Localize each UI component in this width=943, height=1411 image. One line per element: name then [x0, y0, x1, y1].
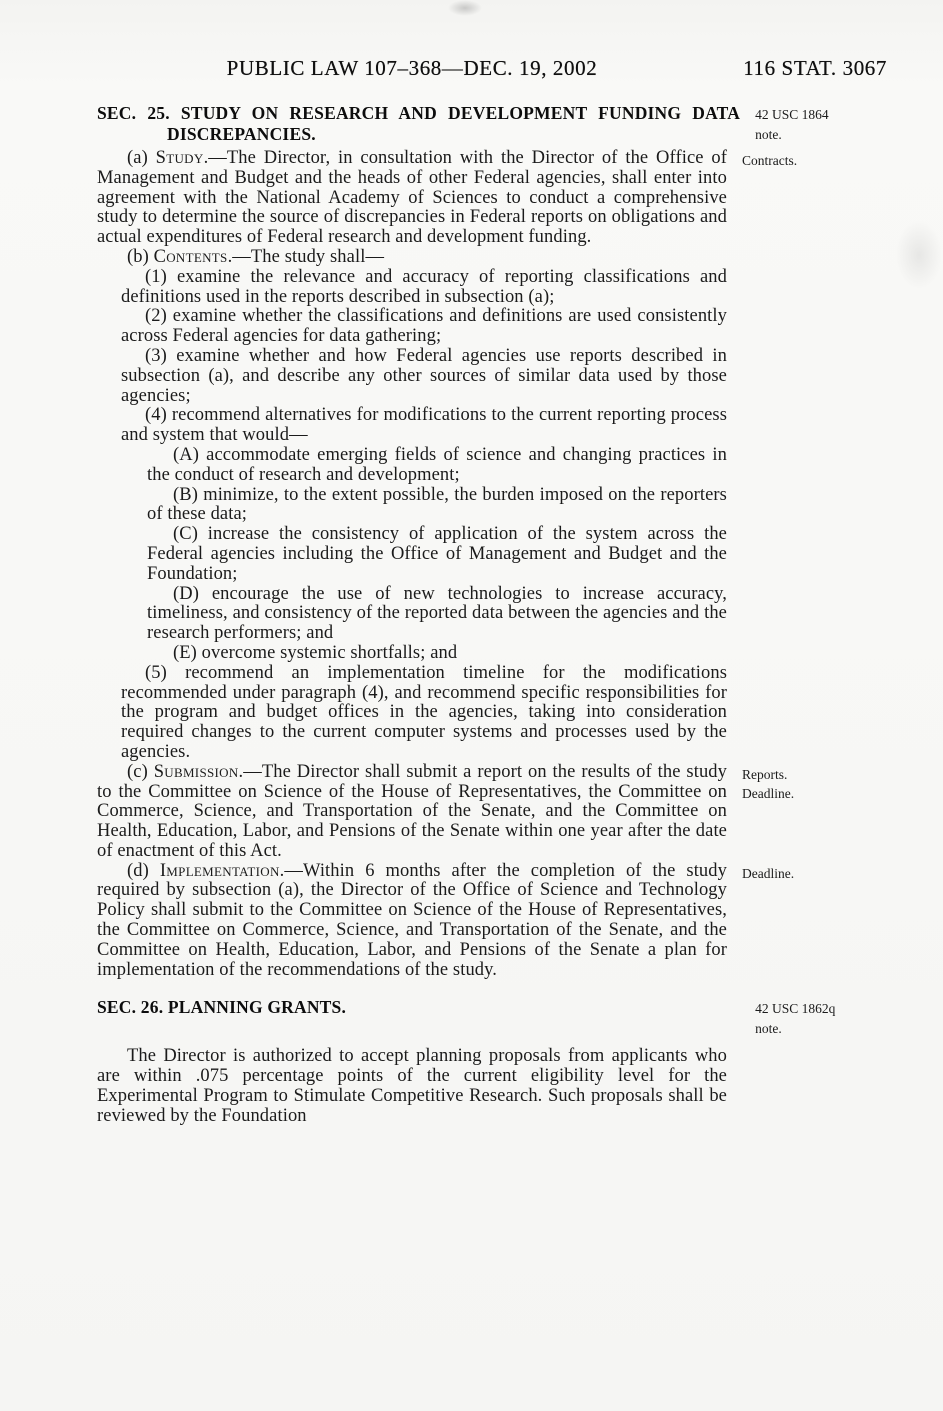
margin-note-empty [727, 248, 887, 250]
paragraph-text: (B) minimize, to the extent possible, the burden imposed on the reporters of these data; [147, 484, 727, 525]
paragraph-text: (b) [127, 246, 154, 267]
paragraph-text: (5) recommend an implementation timeline for the modifications recommended under paragraph (4), and recommend specific responsibilities for the program and budget offices in the agencies, taking into consideration required changes to the current computer systems and processes used by the agencies. [121, 662, 727, 762]
margin-note-empty [727, 347, 887, 349]
stat-page-number: 116 STAT. 3067 [743, 56, 887, 80]
margin-note-deadline [727, 862, 887, 884]
statute-block [97, 486, 887, 526]
margin-note-line: note. [755, 126, 782, 142]
subparagraph-E [147, 644, 727, 664]
margin-note-line: Deadline. [742, 865, 795, 881]
margin-note-empty [727, 525, 887, 527]
margin-note-empty [727, 644, 887, 646]
statute-block [97, 406, 887, 446]
statute-block [97, 307, 887, 347]
margin-note-line: Contracts. [742, 153, 798, 168]
margin-note-reports-deadline [727, 763, 887, 804]
margin-note-line: Deadline. [742, 786, 795, 802]
sec26-heading: SEC. 26. PLANNING GRANTS. [97, 997, 347, 1018]
paragraph-text: (C) increase the consistency of application of the system across the Federal agencies including the Office of Management and Budget and the Foundation; [147, 524, 727, 584]
scan-smudge [448, 0, 482, 16]
statute-block [97, 268, 887, 308]
subsection-c [97, 763, 727, 862]
subsection-b [97, 248, 727, 268]
small-caps-term: Submission [153, 761, 239, 782]
subparagraph-C [147, 525, 727, 584]
margin-note-empty [727, 268, 887, 270]
subsection-d [97, 862, 727, 981]
paragraph-text: .—The Director, in consultation with the Director of the Office of Management and Budget and the heads of other Federal agencies, shall enter into agreement with the National Academy of Sciences to conduct a comprehensive study to determine the source of discrepancies in Federal reports on obligations and actual expenditures of Federal research and development funding. [97, 148, 727, 248]
sec26-paragraph [97, 1047, 727, 1126]
paragraph-text: .—The study shall— [227, 246, 385, 267]
paragraph-text: (E) overcome systemic shortfalls; and [173, 642, 458, 663]
small-caps-term: Implementation [159, 860, 280, 881]
paragraph-text: .—Within 6 months after the completion of the study required by subsection (a), the Director of the Office of Science and Technology Policy shall submit to the Committee on Science of the House of Representatives, the Committee on Commerce, Science, and Transportation of the Senate, and the Committee on Health, Education, Labor, and Pensions of the Senate a plan for implementation of the recommendations of the study. [97, 860, 727, 980]
paragraph-2 [121, 307, 727, 347]
paragraph-text: (4) recommend alternatives for modifications to the current reporting process and system that would— [121, 405, 727, 446]
running-header [97, 56, 887, 81]
paragraph-text: The Director is authorized to accept planning proposals from applicants who are within .075 percentage points of the current eligibility level for the Experimental Program to Stimulate Competitive Research. Such proposals shall be reviewed by the Foundation [97, 1046, 727, 1126]
statute-block [97, 862, 887, 981]
paragraph-text: (2) examine whether the classifications and definitions are used consistently across Federal agencies for data gathering; [121, 306, 727, 347]
paragraph-text: (D) encourage the use of new technologies to increase accuracy, timeliness, and consistency of the reported data between the agencies and the research performers; and [147, 583, 727, 644]
law-title: PUBLIC LAW 107–368—DEC. 19, 2002 [226, 56, 598, 80]
statute-block [97, 248, 887, 268]
paragraph-text: .—The Director shall submit a report on the results of the study to the Committee on Science of the House of Representatives, the Committee on Commerce, Science, and Transportation of the Senate, and the Committee on Health, Education, Labor, and Pensions of the Senate within one year after the date of enactment of this Act. [97, 761, 727, 861]
margin-note-empty [727, 406, 887, 408]
margin-note-contracts [727, 149, 887, 171]
statute-block [97, 1047, 887, 1126]
sec25-heading-row [97, 103, 887, 145]
scan-smudge [895, 220, 943, 290]
margin-note-empty [727, 585, 887, 587]
subparagraph-A [147, 446, 727, 486]
paragraph-4 [121, 406, 727, 446]
margin-note-empty [727, 307, 887, 309]
margin-note-usc-1862q [740, 997, 887, 1038]
paragraph-text: (c) [127, 761, 154, 782]
margin-note-line: 42 USC 1862q [755, 1001, 836, 1017]
statute-block [97, 644, 887, 664]
margin-note-empty [727, 664, 887, 666]
paragraph-text: (d) [127, 860, 160, 881]
paragraph-text: (A) accommodate emerging fields of science and changing practices in the conduct of research and development; [147, 444, 727, 485]
statute-block [97, 763, 887, 862]
margin-note-line: Reports. [742, 766, 788, 782]
margin-note-line: note. [755, 1020, 782, 1036]
paragraph-text: (a) [127, 148, 156, 168]
paragraph-5 [121, 664, 727, 763]
paragraph-text: (1) examine the relevance and accuracy of reporting classifications and definitions used in the reports described in subsection (a); [121, 266, 727, 307]
margin-note-usc-1864 [740, 103, 887, 144]
paragraph-1 [121, 268, 727, 308]
subparagraph-D [147, 585, 727, 644]
margin-note-empty [727, 446, 887, 448]
small-caps-term: Study [155, 148, 204, 168]
statute-block [97, 664, 887, 763]
small-caps-term: Contents [153, 246, 228, 267]
paragraph-text: (3) examine whether and how Federal agencies use reports described in subsection (a), and describe any other sources of similar data used by those agencies; [121, 345, 727, 406]
statute-block [97, 525, 887, 584]
subsection-a [97, 149, 727, 248]
paragraph-3 [121, 347, 727, 406]
page-content [97, 56, 887, 1127]
margin-note-empty [727, 1047, 887, 1049]
statute-block [97, 149, 887, 248]
margin-note-empty [727, 486, 887, 488]
subparagraph-B [147, 486, 727, 526]
margin-note-line: 42 USC 1864 [755, 107, 829, 122]
statute-block [97, 446, 887, 486]
statute-block [97, 585, 887, 644]
sec25-heading: SEC. 25. STUDY ON RESEARCH AND DEVELOPMENT FUNDING DATA DISCREPANCIES. [97, 103, 741, 144]
sec26-heading-row [97, 997, 887, 1038]
statute-block [97, 347, 887, 406]
